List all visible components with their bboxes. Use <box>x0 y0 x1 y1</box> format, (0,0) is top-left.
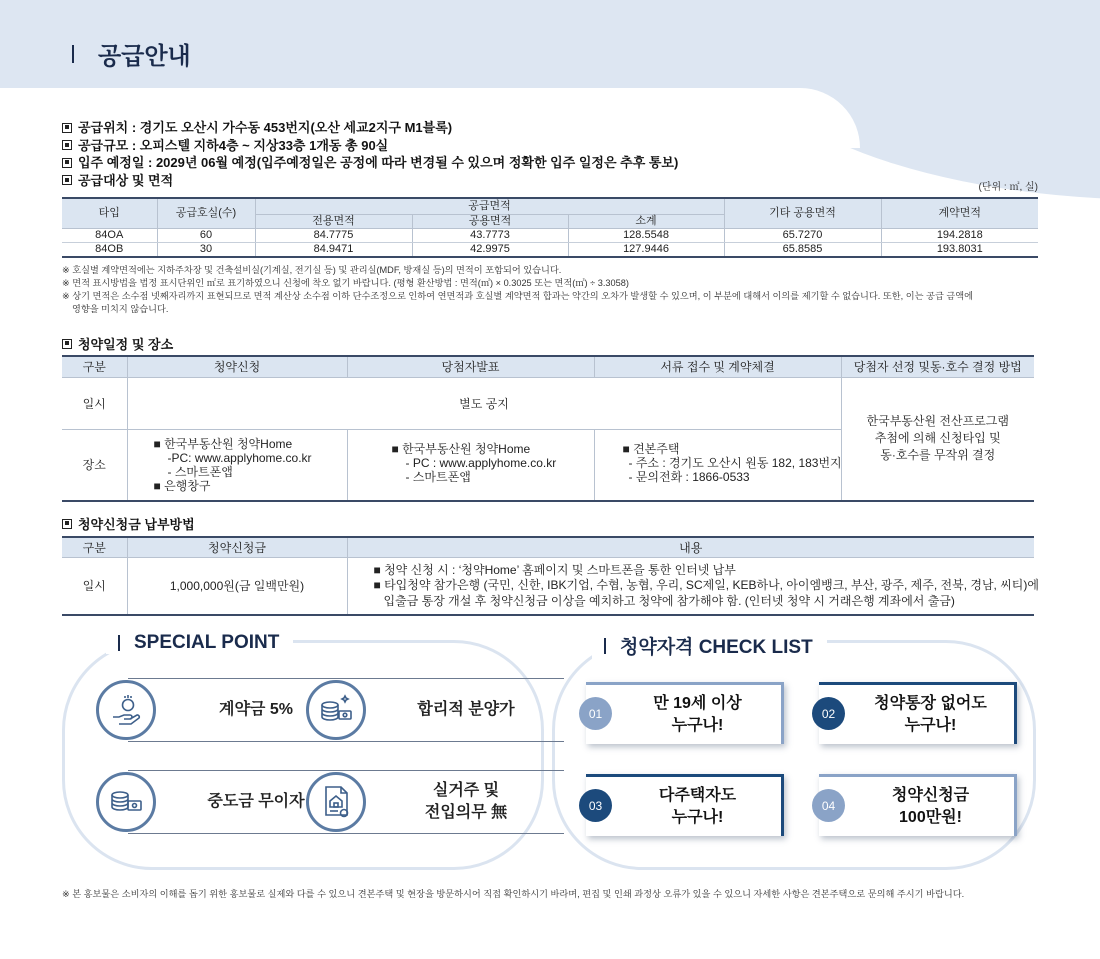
note-line: ※ 면적 표시방법을 법정 표시단위인 ㎡로 표기하였으니 신청에 착오 없기 바랍니다. (평형 환산방법 : 면적(㎡) × 0.3025 또는 면적(㎡) ÷ 3.3058) <box>62 278 629 288</box>
check-number-badge: 03 <box>579 789 612 822</box>
header-exclusive: 전용면적 <box>255 214 412 228</box>
house-document-icon <box>306 772 366 832</box>
header-other-common: 기타 공용면적 <box>724 198 881 228</box>
header-common: 공용면적 <box>412 214 568 228</box>
deposit-content: ■ 청약 신청 시 : ‘청약Home’ 홈페이지 및 스마트폰을 통한 인터넷 납부 ■ 타입청약 참가은행 (국민, 신한, IBK기업, 수협, 농협, 우리, SC제일, KEB하나, 아이엠뱅크, 부산, 광주, 제주, 전북, 경남, 씨티)에 입출금 통장 개설 후 청약신청금 이상을 예치하고 청약에 참가해야 함. (인터넷 청약 시 거래은행 계좌에서 출금) <box>347 557 1034 615</box>
announce-place: ■ 한국부동산원 청약Home - PC : www.applyhome.co.kr - 스마트폰앱 <box>347 429 594 501</box>
deposit-row-label: 일시 <box>62 557 127 615</box>
unit-label: (단위 : ㎡, 실) <box>978 182 1038 193</box>
title-bar <box>72 45 74 63</box>
page-title-text: 공급안내 <box>98 43 191 70</box>
area-notes <box>62 264 1038 316</box>
schedule-section-title: 청약일정 및 장소 <box>62 334 173 353</box>
apply-place: ■ 한국부동산원 청약Home -PC: www.applyhome.co.kr - 스마트폰앱 ■ 은행창구 <box>127 429 347 501</box>
supply-area-table <box>62 197 1038 258</box>
header-type: 타입 <box>62 198 157 228</box>
header-deposit: 청약신청금 <box>127 537 347 557</box>
square-bullet-icon <box>62 123 72 133</box>
coins-bill-icon <box>306 680 366 740</box>
table-row <box>62 377 1034 429</box>
table-row: 84OA 60 84.7775 43.7773 128.5548 65.7270 194.2818 <box>62 228 1038 242</box>
check-card: 청약신청금 100만원! <box>819 774 1017 836</box>
check-number-badge: 02 <box>812 697 845 730</box>
special-point-panel <box>62 640 544 870</box>
table-row <box>62 557 1034 615</box>
info-target: 공급대상 및 면적 <box>62 172 678 190</box>
square-bullet-icon <box>62 339 72 349</box>
header-announce: 당첨자발표 <box>347 356 594 377</box>
special-point-item <box>96 680 293 740</box>
check-card: 만 19세 이상 누구나! <box>586 682 784 744</box>
note-line: ※ 상기 면적은 소수점 넷째자리까지 표현되므로 면적 계산상 소수점 이하 단수조정으로 인하여 연면적과 호실별 계약면적 합과는 약간의 오차가 발생할 수 있으며, 이 부분에 대해서 이의를 제기할 수 없습니다. 또한, 이는 공급 금액에 <box>62 291 973 301</box>
deposit-section-title: 청약신청금 납부방법 <box>62 514 195 533</box>
check-card: 청약통장 없어도 누구나! <box>819 682 1017 744</box>
header-contract: 계약면적 <box>881 198 1038 228</box>
footer-disclaimer: ※ 본 홍보물은 소비자의 이해를 돕기 위한 홍보물로 실제와 다를 수 있으니 견본주택 및 현장을 방문하시어 직접 확인하시기 바라며, 편집 및 인쇄 과정상 오류가 있을 수 있으니 자세한 사항은 견본주택으로 문의해 주시기 바랍니다. <box>62 889 965 899</box>
special-point-item <box>96 772 305 832</box>
special-point-label: 중도금 무이자 <box>128 770 354 834</box>
header-subtotal: 소계 <box>568 214 724 228</box>
coins-stack-icon <box>96 772 156 832</box>
check-card: 다주택자도 누구나! <box>586 774 784 836</box>
header-apply: 청약신청 <box>127 356 347 377</box>
special-point-title: SPECIAL POINT <box>106 632 293 654</box>
special-point-item <box>306 680 515 740</box>
contract-place: ■ 견본주택 - 주소 : 경기도 오산시 원동 182, 183번지 - 문의전화 : 1866-0533 <box>594 429 841 501</box>
square-bullet-icon <box>62 140 72 150</box>
check-number-badge: 01 <box>579 697 612 730</box>
header-content: 내용 <box>347 537 1034 557</box>
square-bullet-icon <box>62 519 72 529</box>
method-cell: 한국부동산원 전산프로그램 추첨에 의해 신청타입 및 동·호수를 무작위 결정 <box>841 377 1034 501</box>
special-point-label: 계약금 5% <box>128 678 354 742</box>
square-bullet-icon <box>62 175 72 185</box>
info-move-in: 입주 예정일 : 2029년 06월 예정(입주예정일은 공정에 따라 변경될 수 있으며 정확한 입주 일정은 추후 통보) <box>62 154 678 172</box>
check-list-title: 청약자격 CHECK LIST <box>592 632 827 659</box>
header-rooms: 공급호실(수) <box>157 198 255 228</box>
note-line: ※ 호실별 계약면적에는 지하주차장 및 건축설비실(기계실, 전기실 등) 및 관리실(MDF, 방재실 등)의 면적이 포함되어 있습니다. <box>62 265 562 275</box>
date-label: 일시 <box>62 377 127 429</box>
page-title <box>72 36 191 71</box>
header-contract: 서류 접수 및 계약체결 <box>594 356 841 377</box>
header-category: 구분 <box>62 537 127 557</box>
title-bar <box>118 635 120 651</box>
hand-coin-icon <box>96 680 156 740</box>
title-bar <box>604 638 606 654</box>
table-row: 84OB 30 84.9471 42.9975 127.9446 65.8585 193.8031 <box>62 242 1038 257</box>
header-supply-area: 공급면적 <box>255 198 724 214</box>
special-point-item <box>306 772 508 832</box>
note-line: 영향을 미치지 않습니다. <box>72 304 169 314</box>
info-scale: 공급규모 : 오피스텔 지하4층 ~ 지상33층 1개동 총 90실 <box>62 137 678 155</box>
special-point-label: 합리적 분양가 <box>338 678 564 742</box>
square-bullet-icon <box>62 158 72 168</box>
deposit-amount: 1,000,000원(금 일백만원) <box>127 557 347 615</box>
place-label: 장소 <box>62 429 127 501</box>
schedule-table <box>62 355 1034 502</box>
header-category: 구분 <box>62 356 127 377</box>
info-location: 공급위치 : 경기도 오산시 가수동 453번지(오산 세교2지구 M1블록) <box>62 119 678 137</box>
deposit-table <box>62 536 1039 616</box>
special-point-label: 실거주 및 전입의무 無 <box>338 770 564 834</box>
check-number-badge: 04 <box>812 789 845 822</box>
header-method: 당첨자 선정 및동·호수 결정 방법 <box>841 356 1034 377</box>
date-value: 별도 공지 <box>127 377 841 429</box>
supply-info <box>62 119 678 189</box>
